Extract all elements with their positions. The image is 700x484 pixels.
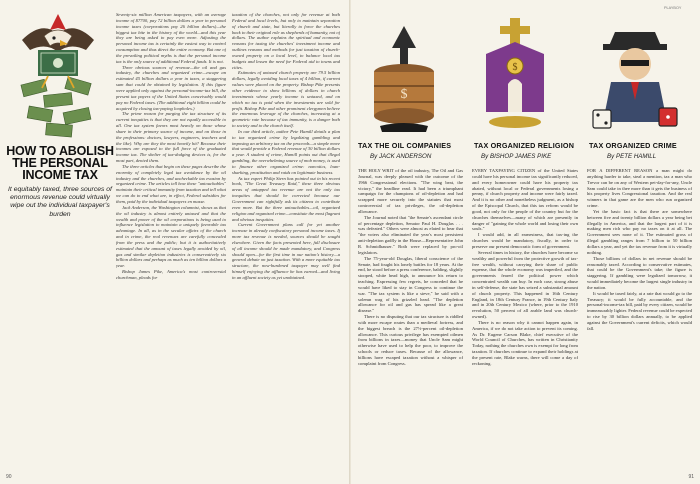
paragraph: The 75-year-old Douglas, liberal conscience of the Senate, had fought his lonely battles for 18 years. At the end, he stood before a press conference, balding, slightly stooped, white head high, to announce his return to teaching. Expressing few regrets, he conceded that he would have liked to stay in Congress to continue the war. "The tax system is like a sieve," he said with a solemn wag of his grizzled head. "The depletion allowance for oil and gas has spread like a great disease." <box>358 255 463 314</box>
gangster-with-dice-illustration <box>585 18 685 140</box>
paragraph: Estimates of untaxed church property are 79.5 billion dollars, legally avoiding local taxes of 4 billion, if current values were placed on the property. Bishop Pike presents other evidence to show billions of dollars in church investments whose yearly income is untaxed, and on which no tax is paid when the investments are sold for profit. Bishop Pike and other prominent clergymen believe the enormous leverage of the churches, increasing at a geometric rate because of tax immunity, is a danger both to society and to the church itself. <box>232 70 340 129</box>
paragraph: I would add, in all earnestness, that tax-ing the churches would be mandatory, fiscally, in order to preserve our present democratic form of government. <box>472 232 578 249</box>
paragraph: There is no reason why it cannot happen again, in America, if we do not take action to prevent its coming. As Dr. Eugene Carson Blake, chief executive of the World Council of Churches, has written in Christianity Today, nothing the churches own is exempt for long from taxation. If churches continue to expand their holdings at the present rate, Blake warns, there will come a day of reckoning. <box>472 319 578 366</box>
paragraph: Bishop James Pike, America's most controversial churchman, pleads for <box>116 269 226 280</box>
paragraph: There is no disputing that our tax structure is riddled with more escape routes than a medieval fortress, and the biggest breach is the 27½-percent oil-depletion allowance. This curious privilege has exempted oilmen from billions in taxes—money that Uncle Sam might otherwise have used to help the poor, to improve the schools or reduce taxes. Because of the allowance, billions have escaped taxation without a whisper of complaint from Congress. <box>358 314 463 366</box>
paragraph: It would be taxed fairly, at a rate that would go to the Treasury; it would be fully accountable, and the personal-income-tax bill, paid by every citizen, would be immeasurably lighter. Federal revenue could be expected to rise by 30 billion dollars annually, to be applied against the Government's current deficits, which would fall. <box>587 290 692 331</box>
paragraph: In our third article, author Pete Hamill details a plan to tax organized crime by legalizing gambling and imposing an arbitrary tax on the proceeds—a simple move that would provide a Federal revenue of 30 billion dollars a year. A student of crime, Hamill points out that illegal gambling, the overwhelming source of mob money, is used to finance other organized crime: narcotics, loan-sharking, prostitution and raids on legitimate business. <box>232 128 340 175</box>
article-1-byline: By JACK ANDERSON <box>370 153 432 160</box>
paragraph: Those billions of dollars in net revenue should be reasonably taxed. According to conservative estimates, that could be the Government's take; the figure is staggering. If gambling were legalized tomorrow, it would immediately become the largest single industry in the nation. <box>587 255 692 290</box>
church-collection-illustration <box>470 12 560 132</box>
feature-intro <box>6 145 114 219</box>
article-3-headline: TAX ORGANIZED CRIME <box>589 141 677 150</box>
paragraph: The Journal noted that "the Senate's ascendant circle of percentage depletion, Senator Paul H. Douglas . . . was defeated." Others were almost as elated to hear that "the voters also eliminated the year's most persistent anti-depletion gadfly in the House—Representative John R. Schmidhauser." Both were replaced by pro-oil legislators. <box>358 214 463 255</box>
feature-subtitle: It equitably taxed, three sources of enormous revenue could virtually wipe out the individual taxpayer's burden <box>8 186 112 218</box>
paragraph: Yet the basic fact is that there are somewhere between five and twenty billion dollars a year being bet illegally in America, and that the largest part of it is making men rich who pay no taxes on it at all. The Government sees none of it. The estimated gross of illegal gambling ranges from 7 billion to 50 billion dollars a year, and yet the tax revenue from it is virtually nothing. <box>587 208 692 255</box>
illustration-credit: PLAYBOY <box>664 6 682 10</box>
paragraph: Jack Anderson, the Washington columnist, shows us that the oil industry is almost entirely untaxed and that the wealth and power of the oil corporations is being used to influence legislation to maintain a uniquely favorable tax advantage. In all, as in the secular affairs of the church and in crime, the real revenues are carefully concealed from the press and the public; but it is authoritatively estimated that the amount of taxes legally avoided by oil, gas and similar depletion industries is conservatively six billion dollars and perhaps as much as ten billion dollars a year. <box>116 204 226 269</box>
article-1-headline: TAX THE OIL COMPANIES <box>358 141 452 150</box>
paragraph: Three obvious sources of revenue—the oil and gas industry, the churches and organized crime—escape an estimated 45 billion dollars a year in taxes, a staggering sum that could be obtained by legislation. If this figure were applied only against the personal-income-tax bill, the present tax payers of the United States conceivably would pay no Federal taxes. (The additional eight billion could be acquired by closing tax-paying loopholes.) <box>116 64 226 111</box>
paragraph: EVERY TAXPAYING CITIZEN of the United States could have his personal income tax significantly reduced, and every homeowner could have his property tax abated, without local or Federal governments losing a penny, if church property and income were fairly taxed. And it is no other and nonetheless judgment, as a bishop of the Episcopal Church, that this tax reform would be good, not only for the people of the country but for the churches themselves—many of which are presently in danger of "gaining the whole world and losing their own souls." <box>472 168 578 232</box>
paragraph: FOR A DIFFERENT REASON a man might do anything harder to take, steal a mention, tax a man who Trevor can be on any of Western pet-day-for-any, Uncle Sam could take in thee more than it gets the business of his property lives Congressional taxation. And the real winners in that game are the men who run organized crime. <box>587 168 692 209</box>
page-number-left: 90 <box>6 474 12 480</box>
svg-text:$: $ <box>400 87 408 102</box>
article-2-body <box>472 168 578 468</box>
feature-title: HOW TO ABOLISH THE PERSONAL INCOME TAX <box>6 144 114 182</box>
paragraph: THE HOLY WRIT of the oil industry, The Oil and Gas Journal, was deeply pleased with the outcome of the 1966 Congressional elections. "The wing beat, the victory," the headline read. It had been a triumphant campaign for the champions of oil-depletion and had scrapped more securely into the statutes that most controversial of tax privileges, the oil-depletion allowance. <box>358 168 463 214</box>
article-3-body <box>587 168 692 468</box>
intro-column-1 <box>116 12 226 474</box>
paragraph: The prime reason for purging the tax structure of its current inequities is that they are not equally accessible to all. One tax system favors most heavily on those whose share in their primary source of income, and on those in the professions: doctors, lawyers, engineers, teachers and the like). Why are they the most heavily hit? Because their incomes are exposed to the full force of the graduated income tax. The shelter of tax-dodging devices is, for the most part, denied them. <box>116 111 226 164</box>
svg-text:$: $ <box>512 62 518 73</box>
page-number-right: 91 <box>688 474 694 480</box>
article-1-body <box>358 168 463 468</box>
paragraph: Current Government plans call for yet another increase in already confiscatory personal income taxes. If more tax revenue is needed, sources should be sought elsewhere. Given the facts presented here, full disclosure of all income should be made mandatory, and Congress should open—for the first time in our nation's history—a general debate on just taxation. With a more equitable tax structure, the now-burdened taxpayer may well find himself enjoying the affluence he has earned—and living in an affluent society as yet unobtained. <box>232 222 340 280</box>
paragraph: The three articles that begin on these pages describe the enormity of completely legal tax avoidance by the oil industry and the churches, and uncheckable tax evasion by organized crime. The articles tell how these "untouchables" maintain their critical immunity from taxation and tell what we can do to end what are, in effect, Federal subsidies for them, paid by the individual taxpayers en masse. <box>116 163 226 204</box>
paragraph: As tax expert Philip Stern has pointed out in his recent book, "The Great Treasury Raid," these three obvious areas of untapped tax revenue are not the only tax inequities that should be corrected because our Government can rightfully ask its citizens to contribute even more. But the three untouchables—oil, organized religion and organized crime—constitute the most flagrant and obvious inequities. <box>232 175 340 222</box>
eagle-with-dollars-illustration <box>8 10 108 150</box>
paragraph: taxation of the churches, not only for revenue at both Federal and local levels, but only to maintain separation of church and state, but literally to force the churches back to their original role as shepherds of humanity, not of dollars. The author explains the spiritual and economic reasons for taxing the churches' investment income and outlines reasons and methods for just taxation of church-owned property on a local level, to balance local tax budgets and lessen the need for Federal aid to towns and cities. <box>232 12 340 70</box>
article-2-byline: By BISHOP JAMES PIKE <box>481 153 552 160</box>
intro-column-2 <box>232 12 340 474</box>
oil-drum-illustration <box>360 22 448 134</box>
page-gutter <box>349 0 351 484</box>
article-3-byline: By PETE HAMILL <box>607 153 657 160</box>
paragraph: Several times in history, the churches have become so wealthy and powerful from the protective growth of tax-free wealth, without carrying their share of public expense, that the whole economy was imperiled, and the governments feared the political power which concentrated wealth can buy. In each case, strong abuse in self-defense, the state has seized a substantial amount of church property. This happened in 16th Century England, in 18th Century France, in 19th Century Italy and in 20th Century Mexico (where, prior to the 1910 revolution, 50 percent of all arable land was church-owned). <box>472 249 578 320</box>
paragraph: Seventy-six million American taxpayers, with an average income of $7700, pay 72 billion dollars a year in personal income taxes (corporations pay 26 billion dollars)—the biggest tax bite in the history of the world—and this year they are being asked to pay even more. Adjusting the personal income tax is certainly the easiest way to control consumption and thus direct the entire economy. But one of the prevailing political myths is that the personal income tax is the only source of additional Federal funds. It is not. <box>116 12 226 64</box>
article-2-headline: TAX ORGANIZED RELIGION <box>474 141 575 150</box>
